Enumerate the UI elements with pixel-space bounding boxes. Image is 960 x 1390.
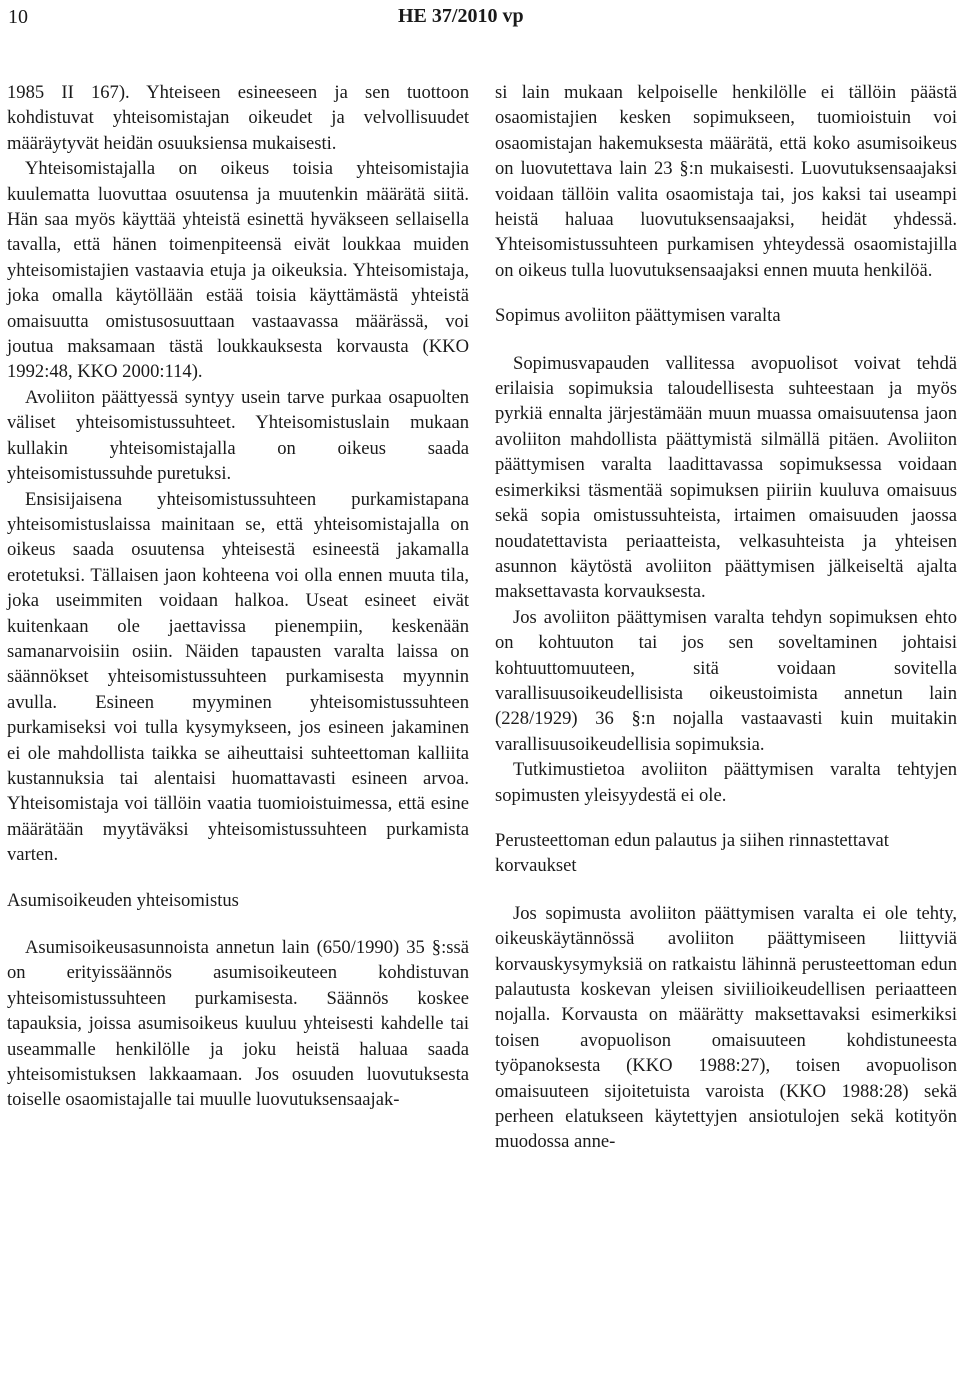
left-column bbox=[7, 80, 469, 1113]
paragraph: Jos avoliiton päättymisen varalta tehdyn sopimuksen ehto on kohtuuton tai jos sen soveltaminen johtaisi kohtuuttomuuteen, sitä voidaan sovitella varallisuusoikeudellisista oikeustoimista annetun lain (228/1929) 36 §:n nojalla vastaavasti kuin muitakin varallisuusoikeudellisia sopimuksia. bbox=[495, 606, 957, 755]
paragraph: Jos sopimusta avoliiton päättymisen varalta ei ole tehty, oikeuskäytännössä avoliiton päättymiseen liittyviä korvauskysymyksiä on ratkaistu lähinnä perusteettoman edun palautusta koskevan yleisen siviilioikeudellisen periaatteen nojalla. Korvausta on määrätty maksettavaksi esimerkiksi toisen avopuolison omaisuuteen kohdistuneesta työpanoksesta (KKO 1988:27), toisen avopuolison omaisuuteen sijoitetuista varoista (KKO 1988:28) sekä perheen elatukseen käytettyjen ansiotulojen sekä kotityön muodossa anne- bbox=[495, 902, 957, 1153]
paragraph: Asumisoikeusasunnoista annetun lain (650/1990) 35 §:ssä on erityissäännös asumisoikeuteen kohdistuvan yhteisomistussuhteen purkamisesta. Säännös koskee tapauksia, joissa asumisoikeus kuuluu yhteisesti kahdelle tai useammalle henkilölle ja joku heistä haluaa saada yhteisomistuksen lakkaamaan. Jos osuuden luovutuksesta toiselle osaomistajalle tai muulle luovutuksensaajak- bbox=[7, 937, 469, 1111]
section-heading: Asumisoikeuden yhteisomistus bbox=[7, 889, 239, 911]
paragraph: Avoliiton päättyessä syntyy usein tarve purkaa osapuolten väliset yhteisomistussuhteet. Yhteisomistuslain mukaan kullakin yhteisomistajalla on oikeus saada yhteisomistussuhde puretuksi. bbox=[7, 386, 469, 485]
page-header bbox=[0, 0, 960, 40]
section-heading: Sopimus avoliiton päättymisen varalta bbox=[495, 305, 781, 327]
paragraph: Tutkimustietoa avoliiton päättymisen varalta tehtyjen sopimusten yleisyydestä ei ole. bbox=[495, 759, 957, 806]
paragraph: 1985 II 167). Yhteiseen esineeseen ja sen tuottoon kohdistuvat yhteisomistajan oikeudet ja velvollisuudet määräytyvät heidän osuuksiensa mukaisesti. bbox=[7, 82, 469, 154]
page-number: 10 bbox=[8, 6, 28, 28]
paragraph: si lain mukaan kelpoiselle henkilölle ei tällöin päästä osaomistajien kesken sopimukseen, tuomioistuin voi osaomistajan hakemuksesta määrätä, että koko asumisoikeus on luovutettava lain 23 §:n mukaisesti. Luovutuksensaajaksi voidaan tällöin valita osaomistaja tai, jos kaksi tai useampi heistä haluaa luovutuksensaajaksi, heidät yhdessä. Yhteisomistussuhteen purkamisen yhteydessä osaomistajilla on oikeus tulla luovutuksensaajaksi ennen muuta henkilöä. bbox=[495, 82, 957, 281]
paragraph: Ensisijaisena yhteisomistussuhteen purkamistapana yhteisomistuslaissa mainitaan se, että yhteisomistajalla on oikeus saada osuutensa yhteisestä esineestä jakamalla erotetuksi. Tällaisen jaon kohteena voi olla ennen muuta tila, joka useimmiten voidaan halkoa. Useat esineet eivät kuitenkaan ole jaettavissa pienempiin, keskenään samanarvoisiin osiin. Näiden tapausten varalta laissa on säännökset yhteisomistussuhteen purkamisesta myynnin avulla. Esineen myyminen yhteisomistussuhteen purkamiseksi voi tulla kysymykseen, jos esineen jakaminen ei ole mahdollista taikka se aiheuttaisi suhteettoman kalliita kustannuksia tai alentaisi huomattavasti esineen arvoa. Yhteisomistaja voi tällöin vaatia tuomioistuimessa, että esine määrätään myytäväksi yhteisomistussuhteen purkamista varten. bbox=[7, 488, 469, 866]
section-heading: Perusteettoman edun palautus ja siihen rinnastettavat korvaukset bbox=[495, 829, 889, 877]
paragraph: Yhteisomistajalla on oikeus toisia yhteisomistajia kuulematta luovuttaa osuutensa ja muutenkin määrätä siitä. Hän saa myös käyttää yhteistä esinettä hyväkseen sellaisella tavalla, että hänen toimenpiteensä eivät loukkaa muiden yhteisomistajien vastaavia etuja ja oikeuksia. Yhteisomistaja, joka omalla käytöllään estää toisia käyttämästä yhteistä omaisuutta omistusosuuttaan vastaavassa määrässä, voi joutua maksamaan tästä loukkauksesta korvausta (KKO 1992:48, KKO 2000:114). bbox=[7, 158, 469, 383]
right-column bbox=[495, 80, 957, 1155]
document-id: HE 37/2010 vp bbox=[398, 5, 524, 27]
paragraph: Sopimusvapauden vallitessa avopuolisot voivat tehdä erilaisia sopimuksia taloudellisesta suhteestaan ja myös pyrkiä ennalta järjestämään muun muassa omaisuutensa jaon avoliiton mahdollista päättymistä silmällä pitäen. Avoliiton päättymisen varalta laadittavassa sopimuksessa voidaan esimerkiksi täsmentää sopimuksen piiriin kuuluva omaisuus sekä sopia omistussuhteista, irtaimen omaisuuden jaossa noudatettavista periaatteista, velkasuhteista ja yhteisen asunnon käytöstä avoliiton päättymisen jälkeiseltä ajalta maksettavasta korvauksesta. bbox=[495, 352, 957, 603]
